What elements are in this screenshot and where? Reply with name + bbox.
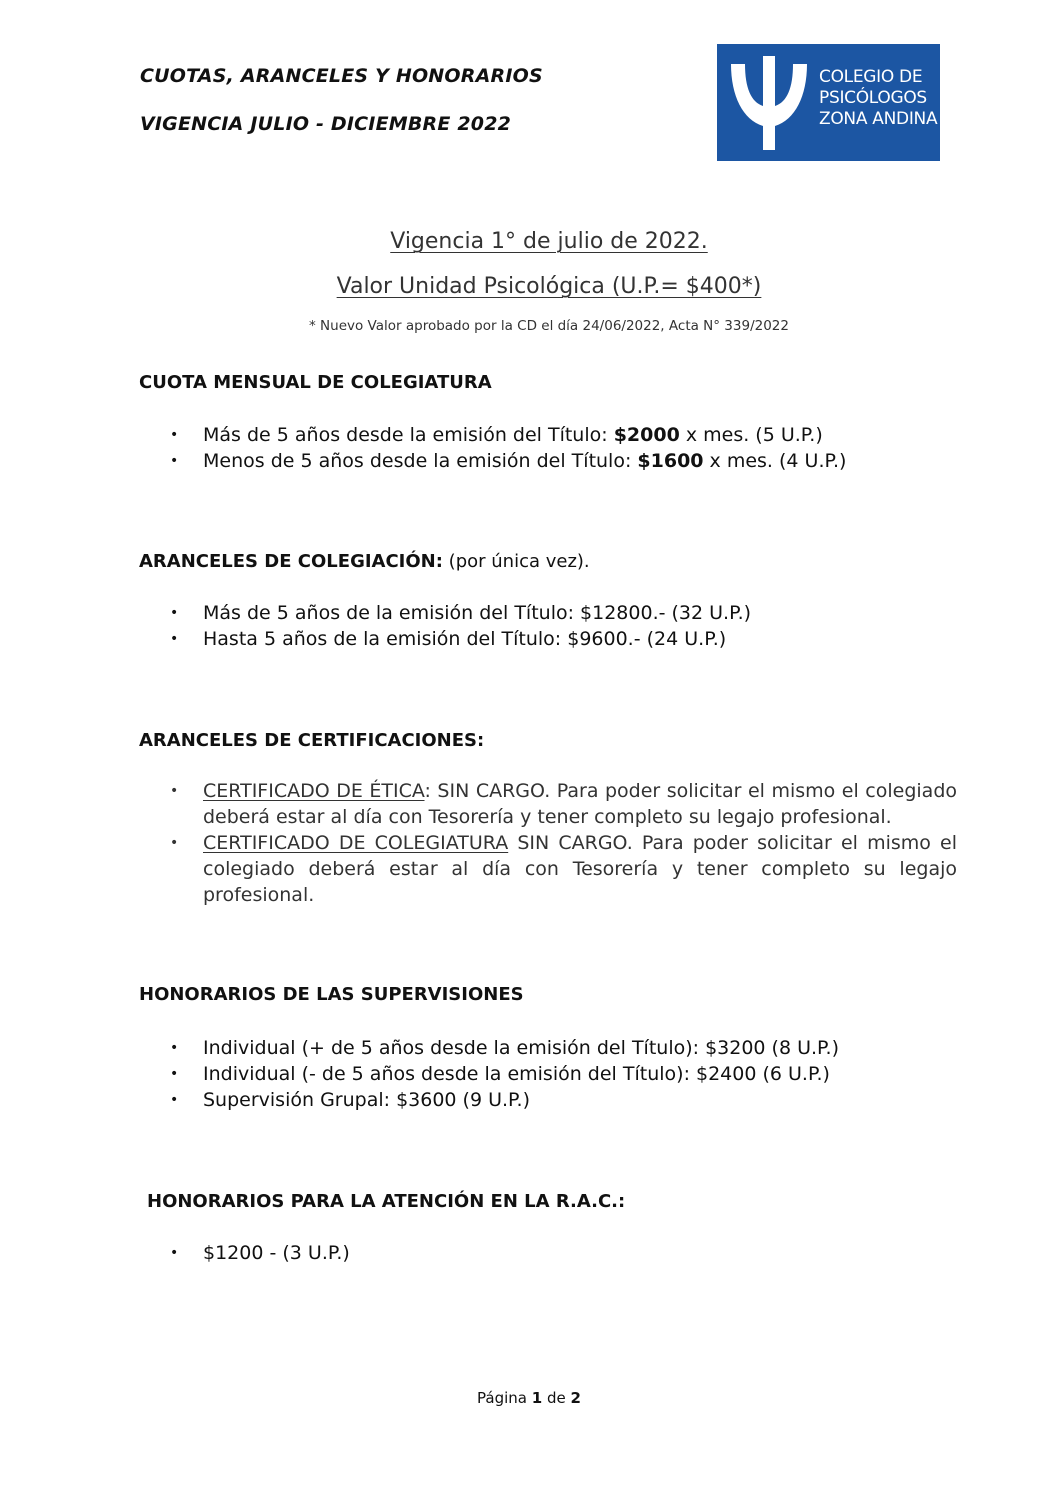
- logo-text-line3: ZONA ANDINA: [819, 109, 938, 129]
- vigencia-heading: Vigencia 1° de julio de 2022.: [390, 229, 708, 254]
- list-item: • Supervisión Grupal: $3600 (9 U.P.): [170, 1087, 839, 1113]
- certificado-etica-link[interactable]: CERTIFICADO DE ÉTICA: [203, 780, 425, 802]
- supervisiones-list: [170, 1035, 839, 1113]
- valor-up-heading: Valor Unidad Psicológica (U.P.= $400*): [336, 274, 762, 299]
- certificado-colegiatura-link[interactable]: CERTIFICADO DE COLEGIATURA: [203, 832, 509, 854]
- list-item: • CERTIFICADO DE COLEGIATURA SIN CARGO. Para poder solicitar el mismo el colegiado deberá estar al día con Tesorería y tener completo su legajo profesional.: [170, 830, 957, 908]
- colegiacion-list: [170, 600, 751, 652]
- page-number: Página 1 de 2: [477, 1389, 581, 1407]
- certificaciones-section-title: ARANCELES DE CERTIFICACIONES:: [139, 730, 485, 751]
- organization-logo: [717, 44, 940, 161]
- list-item: • Individual (+ de 5 años desde la emisión del Título): $3200 (8 U.P.): [170, 1035, 839, 1061]
- logo-text-line1: COLEGIO DE: [819, 67, 923, 87]
- list-item: • Hasta 5 años de la emisión del Título: $9600.- (24 U.P.): [170, 626, 751, 652]
- certificaciones-list: [170, 778, 957, 908]
- colegiacion-section-title: ARANCELES DE COLEGIACIÓN: (por única vez).: [139, 551, 590, 572]
- cuota-section-title: CUOTA MENSUAL DE COLEGIATURA: [139, 372, 492, 393]
- logo-text-line2: PSICÓLOGOS: [819, 88, 927, 108]
- list-item: • Menos de 5 años desde la emisión del Título: $1600 x mes. (4 U.P.): [170, 448, 846, 474]
- rac-list: [170, 1240, 350, 1266]
- list-item: • Individual (- de 5 años desde la emisión del Título): $2400 (6 U.P.): [170, 1061, 839, 1087]
- valor-note: * Nuevo Valor aprobado por la CD el día 24/06/2022, Acta N° 339/2022: [309, 318, 789, 334]
- psi-logo-icon: [725, 56, 813, 150]
- list-item: • Más de 5 años desde la emisión del Título: $2000 x mes. (5 U.P.): [170, 422, 846, 448]
- rac-section-title: HONORARIOS PARA LA ATENCIÓN EN LA R.A.C.:: [147, 1191, 626, 1212]
- list-item: • $1200 - (3 U.P.): [170, 1240, 350, 1266]
- document-title: CUOTAS, ARANCELES Y HONORARIOS: [140, 65, 543, 87]
- list-item: • CERTIFICADO DE ÉTICA: SIN CARGO. Para poder solicitar el mismo el colegiado deberá estar al día con Tesorería y tener completo su legajo profesional.: [170, 778, 957, 830]
- document-subtitle: VIGENCIA JULIO - DICIEMBRE 2022: [140, 113, 512, 135]
- cuota-list: [170, 422, 846, 474]
- list-item: • Más de 5 años de la emisión del Título: $12800.- (32 U.P.): [170, 600, 751, 626]
- supervisiones-section-title: HONORARIOS DE LAS SUPERVISIONES: [139, 984, 524, 1005]
